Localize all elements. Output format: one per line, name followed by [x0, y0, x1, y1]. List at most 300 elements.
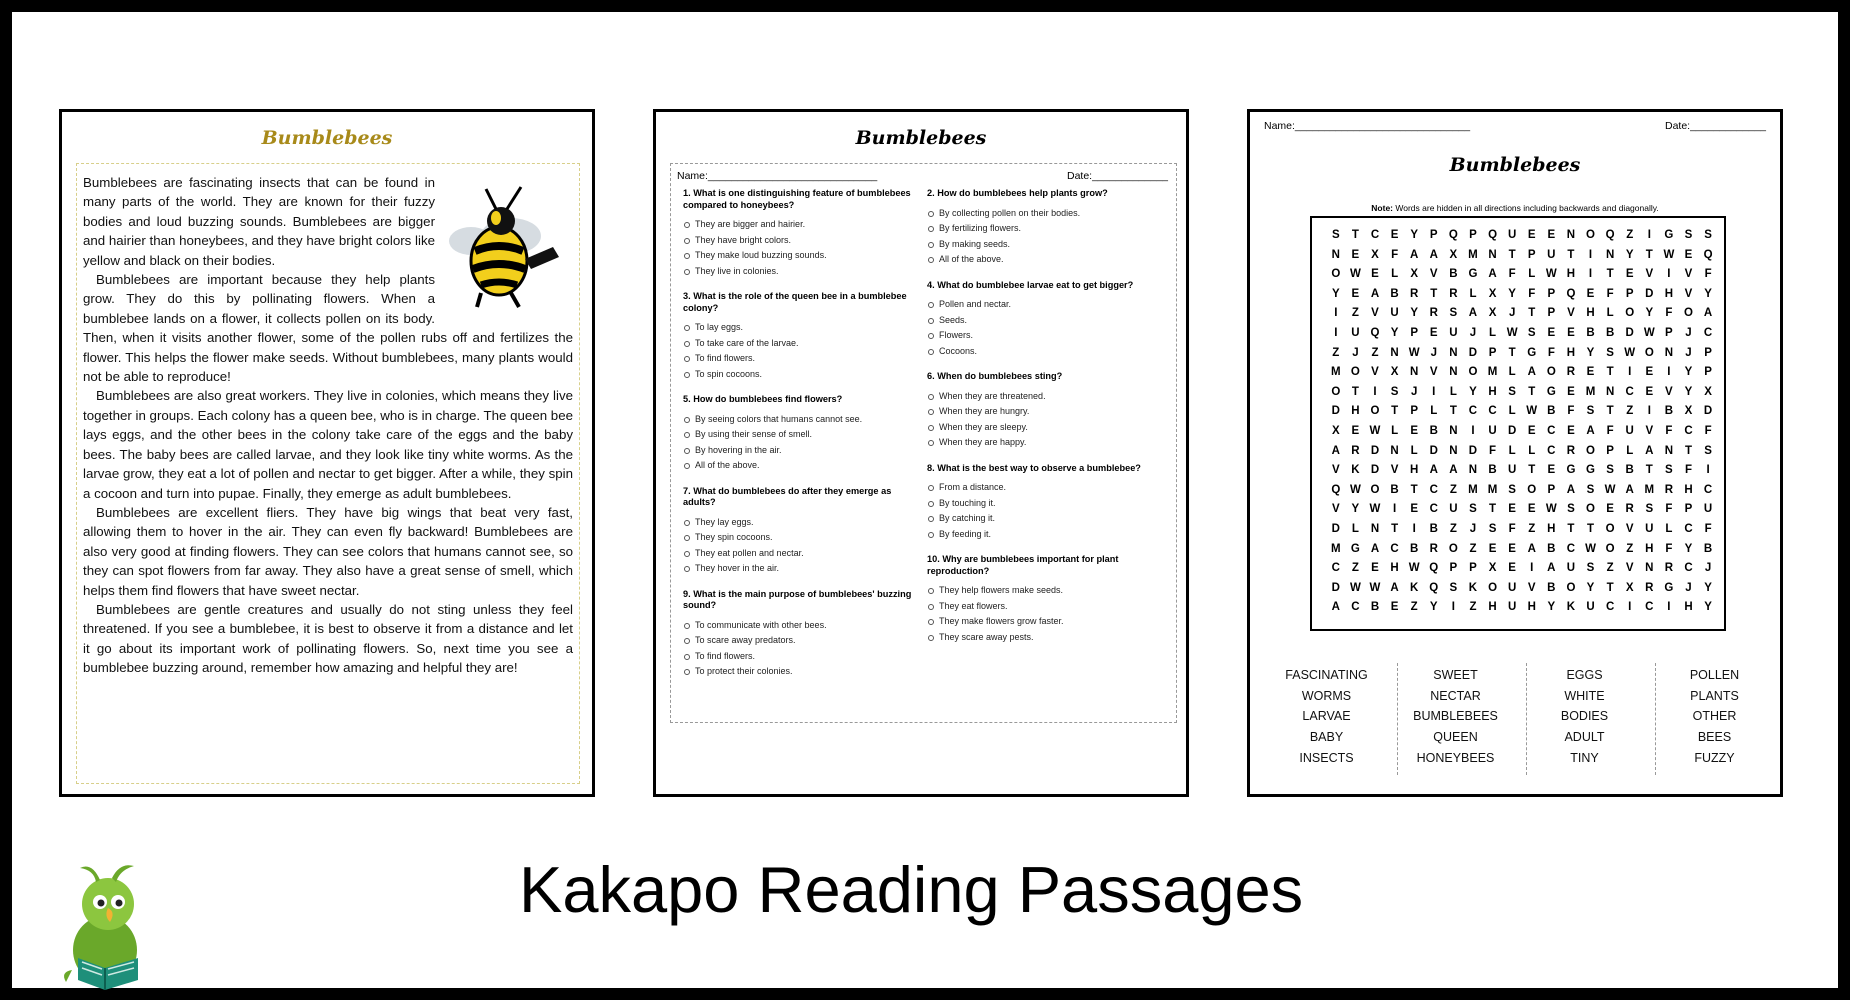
passage-paragraph: Bumblebees are excellent fliers. They have big wings that beat very fast, allowing them to hover in the air. They can even fly backward! Bumblebees are also very good at finding flowers. They can see colors that humans cannot see, so they can spot flowers from far away. They also have a great sense of smell, which helps them find flowers that have sweet nectar. [83, 504, 573, 598]
grid-letter: W [1506, 326, 1518, 339]
grid-row [1326, 500, 1718, 520]
word-list-item: BEES [1697, 730, 1732, 745]
grid-letter: G [1664, 581, 1674, 594]
grid-letter: U [1625, 424, 1634, 437]
grid-letter: G [1586, 464, 1595, 477]
grid-letter: X [1488, 307, 1497, 320]
grid-letter: Y [1547, 601, 1556, 614]
grid-letter: O [1586, 229, 1595, 241]
grid-letter: N [1605, 248, 1615, 261]
grid-letter: D [1625, 326, 1634, 339]
grid-letter: F [1606, 424, 1614, 437]
grid-letter: Y [1508, 287, 1516, 300]
grid-letter: Y [1684, 366, 1693, 379]
grid-letter: F [1665, 503, 1673, 516]
grid-letter: I [1667, 268, 1671, 281]
grid-letter: A [1410, 248, 1419, 261]
grid-letter: Z [1469, 542, 1477, 555]
grid-letter: T [1351, 229, 1359, 241]
grid-letter: Z [1449, 522, 1457, 535]
grid-letter: A [1429, 464, 1438, 477]
grid-letter: H [1566, 346, 1576, 359]
word-list-column [1650, 665, 1779, 769]
quiz-question [927, 188, 1162, 268]
grid-letter: E [1567, 326, 1575, 339]
grid-letter: F [1704, 522, 1712, 535]
grid-letter: T [1351, 385, 1359, 398]
grid-letter: F [1684, 464, 1692, 477]
grid-letter: H [1488, 385, 1497, 398]
grid-letter: I [1334, 326, 1338, 339]
grid-letter: S [1488, 522, 1497, 535]
word-list-item: WHITE [1564, 688, 1605, 703]
quiz-question [683, 486, 918, 577]
grid-letter: K [1468, 581, 1478, 594]
answer-option: They make loud buzzing sounds. [683, 248, 918, 264]
grid-letter: H [1351, 405, 1360, 418]
grid-letter: Q [1703, 248, 1713, 261]
grid-row [1326, 363, 1718, 383]
grid-letter: T [1528, 307, 1536, 320]
grid-letter: X [1371, 248, 1379, 261]
grid-letter: R [1429, 542, 1438, 555]
answer-options [927, 480, 1162, 542]
grid-letter: T [1645, 248, 1653, 261]
grid-letter: L [1528, 444, 1536, 457]
answer-option: They make flowers grow faster. [927, 614, 1162, 630]
grid-letter: L [1391, 268, 1399, 281]
grid-letter: E [1606, 503, 1614, 516]
answer-option: They are bigger and hairier. [683, 217, 918, 233]
grid-letter: T [1391, 522, 1399, 535]
grid-letter: S [1331, 229, 1340, 241]
grid-letter: S [1390, 385, 1399, 398]
grid-letter: O [1605, 522, 1615, 535]
grid-letter: N [1410, 366, 1419, 379]
grid-letter: S [1567, 503, 1575, 516]
grid-letter: A [1331, 444, 1340, 457]
grid-letter: I [1432, 385, 1436, 398]
grid-letter: E [1527, 229, 1536, 241]
grid-letter: O [1370, 405, 1380, 418]
grid-letter: C [1351, 601, 1360, 614]
grid-letter: L [1430, 405, 1438, 418]
name-line: Name:______________________________ [1264, 120, 1471, 132]
grid-letter: M [1331, 542, 1341, 555]
grid-letter: Y [1351, 503, 1360, 516]
grid-letter: W [1585, 542, 1596, 555]
word-list-column [1262, 665, 1391, 769]
grid-letter: T [1684, 444, 1692, 457]
grid-letter: J [1685, 346, 1692, 359]
grid-letter: A [1331, 601, 1340, 614]
grid-letter: Q [1566, 287, 1576, 300]
answer-option: By making seeds. [927, 237, 1162, 253]
question-text: 8. What is the best way to observe a bumblebee? [927, 462, 1141, 473]
answer-option: By hovering in the air. [683, 443, 918, 459]
grid-letter: M [1487, 366, 1498, 379]
answer-option: They have bright colors. [683, 233, 918, 249]
grid-letter: S [1449, 307, 1458, 320]
answer-option: When they are sleepy. [927, 420, 1162, 436]
grid-letter: C [1429, 483, 1438, 496]
bumblebee-illustration-icon [441, 181, 573, 313]
grid-letter: A [1645, 444, 1654, 457]
grid-letter: D [1370, 464, 1380, 477]
grid-letter: E [1371, 268, 1379, 281]
grid-letter: Y [1684, 385, 1693, 398]
grid-row [1326, 265, 1718, 285]
grid-letter: E [1645, 366, 1654, 379]
word-list-item: BUMBLEBEES [1413, 709, 1498, 724]
grid-letter: B [1703, 542, 1713, 555]
grid-letter: A [1429, 248, 1438, 261]
grid-letter: B [1547, 542, 1556, 555]
answer-option: They hover in the air. [683, 561, 918, 577]
grid-letter: K [1410, 581, 1419, 594]
grid-letter: C [1547, 444, 1556, 457]
grid-letter: H [1547, 522, 1556, 535]
grid-letter: Y [1410, 229, 1418, 241]
grid-letter: E [1351, 287, 1360, 300]
grid-letter: Y [1410, 307, 1418, 320]
grid-row [1326, 540, 1718, 560]
grid-letter: I [1628, 366, 1632, 379]
grid-letter: C [1684, 424, 1693, 437]
grid-letter: F [1489, 444, 1497, 457]
grid-letter: T [1567, 522, 1575, 535]
grid-letter: S [1606, 346, 1614, 359]
grid-letter: O [1566, 581, 1576, 594]
grid-letter: M [1644, 483, 1655, 496]
grid-letter: E [1351, 248, 1360, 261]
grid-letter: Y [1704, 581, 1712, 594]
grid-letter: E [1547, 229, 1556, 241]
grid-letter: E [1645, 385, 1654, 398]
word-list-item: OTHER [1692, 709, 1737, 724]
grid-letter: T [1528, 385, 1536, 398]
grid-letter: N [1449, 346, 1458, 359]
grid-letter: N [1605, 385, 1615, 398]
grid-letter: T [1645, 464, 1653, 477]
grid-letter: I [1373, 385, 1377, 398]
grid-letter: R [1664, 483, 1674, 496]
grid-letter: R [1429, 307, 1438, 320]
answer-option: By touching it. [927, 496, 1162, 512]
grid-letter: Q [1605, 229, 1615, 241]
grid-letter: L [1351, 522, 1359, 535]
grid-letter: P [1547, 307, 1556, 320]
answer-option: When they are threatened. [927, 389, 1162, 405]
grid-letter: Q [1488, 229, 1498, 241]
grid-row [1326, 422, 1718, 442]
wordsearch-title: Bumblebees [1449, 154, 1581, 176]
grid-letter: Y [1429, 601, 1438, 614]
grid-letter: Y [1704, 287, 1712, 300]
grid-letter: Z [1449, 483, 1457, 496]
grid-letter: P [1527, 248, 1536, 261]
wordsearch-note: Note: Words are hidden in all directions including backwards and diagonally. [1371, 203, 1659, 213]
passage-title: Bumblebees [261, 127, 393, 149]
answer-option: They help flowers make seeds. [927, 583, 1162, 599]
grid-letter: J [1352, 346, 1359, 359]
grid-letter: R [1645, 581, 1654, 594]
grid-letter: I [1647, 405, 1651, 418]
grid-letter: T [1430, 287, 1438, 300]
grid-letter: M [1468, 483, 1478, 496]
grid-letter: E [1586, 287, 1595, 300]
quiz-body [670, 163, 1177, 723]
answer-option: To spin cocoons. [683, 367, 918, 383]
grid-letter: Z [1332, 346, 1340, 359]
grid-letter: Q [1448, 229, 1458, 241]
grid-letter: D [1429, 444, 1438, 457]
word-list-item: LARVAE [1302, 709, 1351, 724]
grid-letter: L [1449, 385, 1457, 398]
grid-letter: O [1488, 581, 1498, 594]
grid-letter: W [1349, 581, 1361, 594]
grid-letter: D [1468, 346, 1478, 359]
grid-letter: H [1410, 464, 1419, 477]
grid-letter: X [1625, 581, 1634, 594]
grid-letter: L [1665, 522, 1673, 535]
grid-letter: N [1488, 248, 1497, 261]
grid-letter: B [1429, 522, 1438, 535]
grid-letter: L [1508, 366, 1516, 379]
answer-option: They live in colonies. [683, 264, 918, 280]
grid-letter: Z [1528, 522, 1536, 535]
grid-letter: O [1586, 444, 1595, 457]
grid-letter: F [1528, 287, 1536, 300]
grid-letter: Y [1684, 542, 1693, 555]
grid-letter: A [1370, 287, 1380, 300]
grid-letter: X [1704, 385, 1712, 398]
grid-letter: A [1527, 542, 1536, 555]
grid-letter: E [1547, 464, 1556, 477]
letter-grid [1310, 216, 1726, 631]
grid-letter: F [1391, 248, 1399, 261]
word-list-item: SWEET [1433, 668, 1478, 682]
passage-body [76, 163, 580, 784]
grid-letter: F [1508, 268, 1516, 281]
grid-letter: E [1488, 542, 1497, 555]
grid-row [1326, 598, 1718, 618]
grid-letter: E [1390, 601, 1399, 614]
answer-option: To take care of the larvae. [683, 336, 918, 352]
grid-letter: R [1566, 444, 1576, 457]
grid-letter: L [1508, 444, 1516, 457]
grid-row [1326, 226, 1718, 246]
passage-paragraph: Bumblebees are gentle creatures and usually do not sting unless they feel threatened. If you see a bumblebee, it is best to observe it from a distance and let it go about its important work of pollinating flowers. So, next time you see a bumblebee buzzing around, remember how amazing and helpful they are! [83, 601, 573, 676]
grid-row [1326, 304, 1718, 324]
grid-letter: U [1586, 601, 1595, 614]
quiz-question [683, 394, 918, 474]
answer-option: By feeding it. [927, 527, 1162, 543]
grid-letter: F [1665, 424, 1673, 437]
grid-row [1326, 442, 1718, 462]
grid-letter: B [1547, 405, 1556, 418]
answer-option: By fertilizing flowers. [927, 221, 1162, 237]
grid-letter: W [1526, 405, 1538, 418]
grid-letter: A [1586, 424, 1595, 437]
word-list-item: BODIES [1560, 709, 1609, 724]
word-list-item: PLANTS [1690, 688, 1739, 703]
grid-letter: N [1449, 424, 1458, 437]
grid-letter: H [1684, 601, 1693, 614]
grid-letter: E [1351, 424, 1360, 437]
question-text: 7. What do bumblebees do after they emerge as adults? [683, 485, 892, 507]
answer-option: By seeing colors that humans cannot see. [683, 412, 918, 428]
grid-letter: D [1703, 405, 1713, 418]
grid-letter: T [1606, 366, 1614, 379]
grid-letter: I [1334, 307, 1338, 320]
grid-letter: L [1469, 287, 1477, 300]
grid-letter: F [1665, 542, 1673, 555]
grid-letter: A [1468, 307, 1478, 320]
grid-letter: D [1507, 424, 1517, 437]
grid-letter: V [1429, 268, 1438, 281]
grid-letter: K [1566, 601, 1576, 614]
answer-option: They spin cocoons. [683, 530, 918, 546]
grid-letter: J [1508, 307, 1516, 320]
grid-letter: Z [1626, 229, 1634, 241]
grid-letter: J [1685, 326, 1692, 339]
grid-letter: E [1371, 562, 1379, 575]
questions-right-column [927, 188, 1162, 657]
grid-letter: C [1488, 405, 1497, 418]
grid-letter: C [1547, 424, 1556, 437]
grid-letter: J [1469, 326, 1477, 339]
grid-letter: H [1527, 601, 1536, 614]
grid-letter: N [1370, 522, 1380, 535]
grid-letter: A [1625, 483, 1634, 496]
grid-letter: M [1468, 248, 1478, 261]
grid-letter: V [1390, 464, 1399, 477]
grid-letter: O [1448, 542, 1458, 555]
grid-letter: L [1606, 307, 1614, 320]
word-list-item: INSECTS [1299, 750, 1354, 765]
quiz-worksheet-preview [653, 109, 1189, 797]
grid-letter: E [1586, 366, 1595, 379]
word-list-column [1391, 665, 1520, 769]
question-text: 1. What is one distinguishing feature of bumblebees compared to honeybees? [683, 188, 911, 210]
question-text: 3. What is the role of the queen bee in a bumblebee colony? [683, 291, 907, 313]
grid-letter: V [1625, 522, 1634, 535]
grid-letter: K [1351, 464, 1360, 477]
grid-letter: T [1528, 464, 1536, 477]
grid-letter: Z [1626, 542, 1634, 555]
answer-option: To communicate with other bees. [683, 618, 918, 634]
passage-paragraph: Bumblebees are also great workers. They live in colonies, which means they live together in groups. Each colony has a queen bee, who is in charge. The queen bee lays eggs, and the other bees in the colony take care of the eggs and the baby bees. The baby bees are called larvae, and they look like tiny white worms. As the larvae grow, they eat a lot of pollen and nectar to get bigger. After a while, they spin a cocoon and turn into pupae. Finally, they emerge as adult bumblebees. [83, 388, 573, 501]
grid-letter: X [1488, 562, 1497, 575]
grid-letter: F [1704, 268, 1712, 281]
word-list-item: FASCINATING [1285, 668, 1368, 682]
grid-letter: J [1430, 346, 1437, 359]
grid-letter: T [1391, 405, 1399, 418]
grid-letter: C [1703, 483, 1713, 496]
grid-letter: N [1664, 444, 1674, 457]
grid-letter: E [1625, 268, 1634, 281]
answer-option: Flowers. [927, 328, 1162, 344]
question-text: 4. What do bumblebee larvae eat to get bigger? [927, 279, 1134, 290]
grid-letter: U [1645, 522, 1654, 535]
grid-letter: S [1665, 464, 1673, 477]
question-text: 5. How do bumblebees find flowers? [683, 394, 843, 404]
grid-letter: N [1331, 248, 1340, 261]
grid-letter: G [1566, 464, 1576, 477]
grid-letter: E [1567, 424, 1575, 437]
grid-row [1326, 461, 1718, 481]
word-list-item: NECTAR [1430, 688, 1481, 703]
grid-letter: W [1408, 562, 1420, 575]
grid-letter: C [1703, 326, 1713, 339]
grid-letter: V [1371, 307, 1379, 320]
grid-letter: T [1508, 248, 1516, 261]
grid-letter: T [1567, 248, 1575, 261]
grid-letter: Y [1331, 287, 1340, 300]
grid-letter: V [1567, 307, 1575, 320]
grid-letter: V [1665, 385, 1673, 398]
answer-option: Seeds. [927, 313, 1162, 329]
grid-letter: C [1625, 385, 1634, 398]
grid-letter: V [1429, 366, 1438, 379]
grid-letter: P [1606, 444, 1614, 457]
grid-letter: Y [1704, 601, 1712, 614]
answer-option: To find flowers. [683, 649, 918, 665]
grid-letter: D [1331, 405, 1340, 418]
grid-letter: V [1684, 287, 1693, 300]
grid-letter: T [1587, 522, 1595, 535]
grid-letter: N [1390, 444, 1399, 457]
grid-letter: O [1644, 346, 1654, 359]
passage-worksheet-preview [59, 109, 595, 797]
grid-letter: T [1606, 405, 1614, 418]
question-text: 9. What is the main purpose of bumblebees' buzzing sound? [683, 588, 912, 610]
quiz-question [927, 463, 1162, 543]
grid-letter: S [1449, 581, 1458, 594]
grid-letter: T [1410, 483, 1418, 496]
grid-letter: Z [1351, 562, 1359, 575]
grid-letter: I [1412, 522, 1416, 535]
grid-letter: U [1703, 503, 1713, 516]
grid-letter: C [1566, 542, 1576, 555]
grid-letter: N [1468, 464, 1478, 477]
grid-letter: O [1684, 307, 1693, 320]
grid-letter: V [1331, 503, 1340, 516]
grid-letter: B [1449, 268, 1458, 281]
grid-letter: Z [1410, 601, 1418, 614]
grid-letter: T [1449, 405, 1457, 418]
grid-letter: B [1488, 464, 1497, 477]
grid-letter: P [1704, 346, 1712, 359]
word-list-item: FUZZY [1694, 750, 1735, 765]
grid-letter: W [1545, 268, 1557, 281]
grid-letter: E [1527, 424, 1536, 437]
grid-letter: R [1566, 366, 1576, 379]
grid-letter: E [1410, 503, 1418, 516]
grid-letter: P [1488, 346, 1497, 359]
grid-letter: T [1508, 346, 1516, 359]
grid-letter: F [1665, 307, 1673, 320]
grid-letter: Y [1469, 385, 1477, 398]
grid-letter: Y [1390, 326, 1399, 339]
grid-letter: Q [1331, 483, 1341, 496]
word-list-column [1520, 665, 1649, 769]
grid-letter: I [1530, 562, 1534, 575]
grid-letter: W [1408, 346, 1420, 359]
answer-option: To protect their colonies. [683, 664, 918, 680]
grid-letter: S [1508, 385, 1516, 398]
